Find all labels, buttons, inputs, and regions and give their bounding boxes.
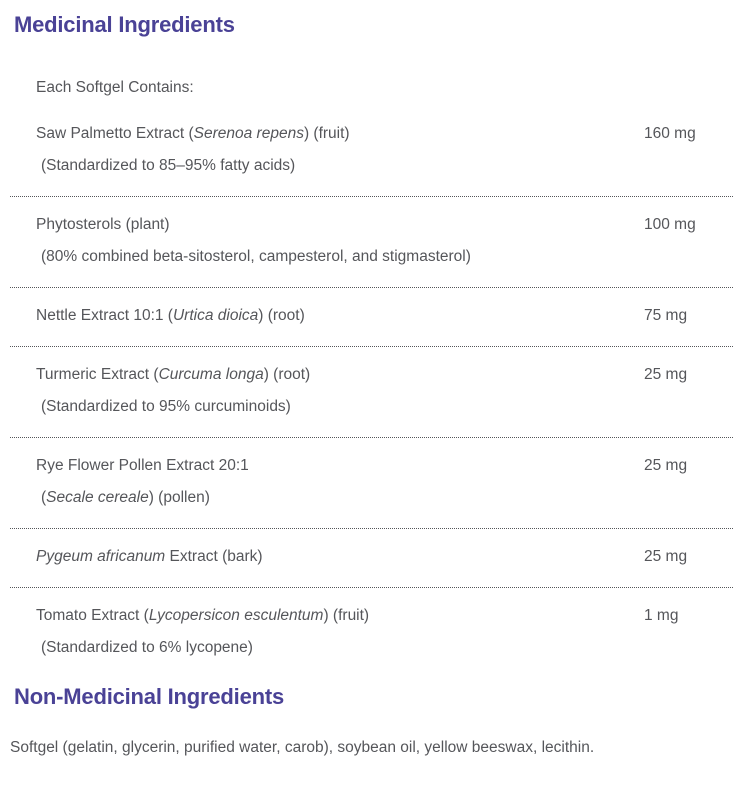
ingredient-name-cell	[36, 300, 644, 332]
ingredient-amount: 25 mg	[644, 457, 688, 474]
ingredient-table	[10, 80, 733, 672]
non-medicinal-ingredients-heading: Non-Medicinal Ingredients	[14, 684, 285, 709]
ingredient-detail-text: (	[41, 489, 47, 506]
ingredient-amount: 100 mg	[644, 216, 696, 233]
ingredient-detail-text: (Standardized to 85–95% fatty acids)	[41, 157, 296, 174]
ingredient-name-text: Turmeric Extract (	[36, 366, 159, 383]
ingredient-amount: 25 mg	[644, 366, 688, 383]
ingredient-row	[10, 529, 733, 588]
ingredient-amount: 160 mg	[644, 125, 696, 142]
ingredient-name-text: ) (fruit)	[323, 607, 370, 624]
ingredient-name	[36, 359, 644, 391]
ingredient-row	[10, 106, 733, 197]
each-softgel-contains-label: Each Softgel Contains:	[36, 79, 194, 96]
ingredient-latin-name: Curcuma longa	[158, 366, 264, 383]
ingredient-name-cell	[36, 541, 644, 573]
ingredient-row	[10, 197, 733, 288]
ingredient-row	[10, 347, 733, 438]
medicinal-ingredients-heading: Medicinal Ingredients	[14, 12, 235, 37]
ingredient-latin-name: Lycopersicon esculentum	[148, 607, 324, 624]
ingredient-name-cell	[36, 359, 644, 423]
ingredient-detail	[36, 482, 644, 514]
ingredient-name-text: Phytosterols (plant)	[36, 216, 170, 233]
ingredient-detail	[36, 391, 644, 423]
ingredient-name-text: Saw Palmetto Extract (	[36, 125, 194, 142]
ingredient-name-text: ) (fruit)	[303, 125, 350, 142]
ingredient-name-cell	[36, 600, 644, 664]
non-medicinal-ingredients-text: Softgel (gelatin, glycerin, purified water, carob), soybean oil, yellow beeswax, lecithin.	[10, 739, 595, 756]
ingredient-name	[36, 450, 644, 482]
ingredient-detail-text: (Standardized to 6% lycopene)	[41, 639, 253, 656]
ingredient-detail	[36, 632, 644, 664]
ingredient-detail-text: (Standardized to 95% curcuminoids)	[41, 398, 291, 415]
ingredient-row	[10, 288, 733, 347]
ingredient-name	[36, 118, 644, 150]
ingredient-name-cell	[36, 450, 644, 514]
ingredient-row	[10, 438, 733, 529]
ingredient-amount: 1 mg	[644, 607, 679, 624]
ingredient-amount: 75 mg	[644, 307, 688, 324]
ingredient-name-text: ) (root)	[258, 307, 305, 324]
ingredient-row	[10, 588, 733, 672]
ingredient-name-text: Tomato Extract (	[36, 607, 149, 624]
ingredient-detail-latin: Secale cereale	[46, 489, 149, 506]
ingredient-detail	[36, 241, 644, 273]
ingredient-detail-text: (80% combined beta-sitosterol, campesterol, and stigmasterol)	[41, 248, 471, 265]
ingredient-latin-name: Urtica dioica	[172, 307, 259, 324]
ingredient-name	[36, 541, 644, 573]
ingredient-name	[36, 600, 644, 632]
ingredient-latin-name: Pygeum africanum	[36, 548, 166, 565]
ingredient-detail-text: ) (pollen)	[148, 489, 210, 506]
ingredient-detail	[36, 150, 644, 182]
ingredient-name-text: Rye Flower Pollen Extract 20:1	[36, 457, 249, 474]
ingredient-name-text: Nettle Extract 10:1 (	[36, 307, 173, 324]
ingredient-amount: 25 mg	[644, 548, 688, 565]
ingredient-name-text: Extract (bark)	[165, 548, 263, 565]
ingredient-name-text: ) (root)	[263, 366, 311, 383]
ingredient-name-cell	[36, 118, 644, 182]
ingredient-name	[36, 300, 644, 332]
ingredient-name-cell	[36, 209, 644, 273]
ingredient-latin-name: Serenoa repens	[193, 125, 304, 142]
ingredient-name	[36, 209, 644, 241]
